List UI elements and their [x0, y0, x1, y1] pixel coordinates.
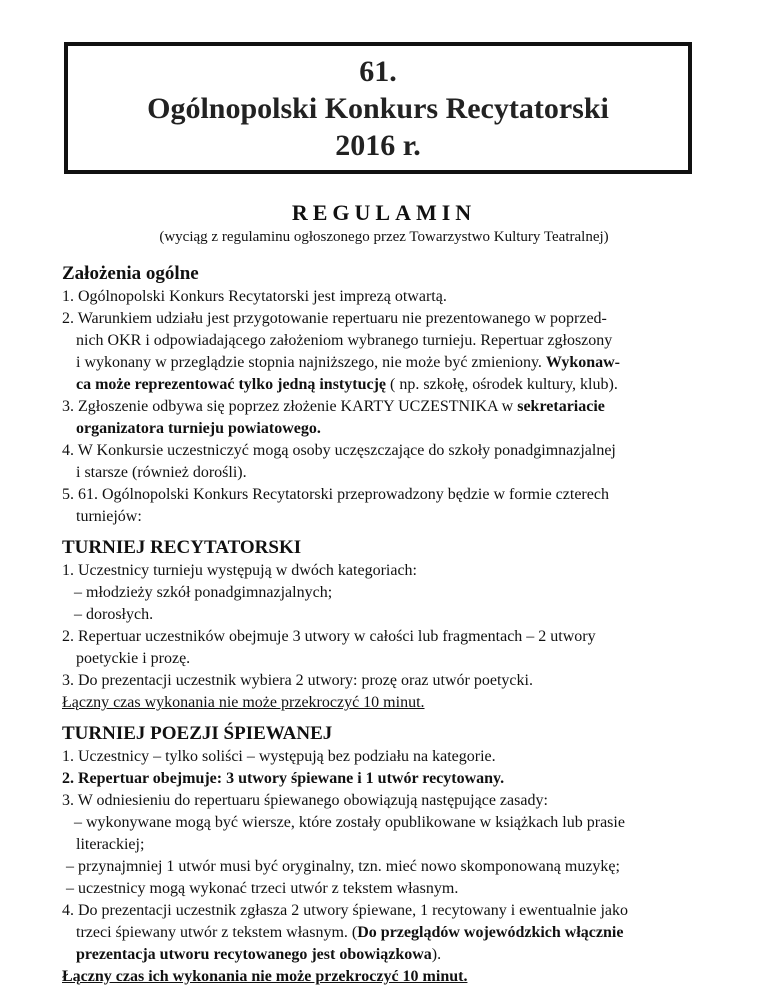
paragraph-line — [62, 374, 712, 396]
text-run: trzeci śpiewany utwór z tekstem własnym. ( — [76, 924, 358, 941]
paragraph-line: 2. Repertuar uczestników obejmuje 3 utwory w całości lub fragmentach – 2 utwory — [62, 628, 596, 645]
bold-text: prezentacja utworu recytowanego jest obowiązkowa — [76, 946, 432, 963]
paragraph-line — [62, 922, 712, 944]
text-run: ( np. szkołę, ośrodek kultury, klub). — [386, 376, 618, 393]
bold-text: 2. Repertuar obejmuje: 3 utwory śpiewane i 1 utwór recytowany. — [62, 770, 505, 787]
bold-text: Wykonaw- — [545, 354, 621, 371]
title-name: Ogólnopolski Konkurs Recytatorski — [147, 91, 609, 125]
regulamin-title: REGULAMIN — [291, 200, 477, 225]
regulamin-subtitle: (wyciąg z regulaminu ogłoszonego przez Towarzystwo Kultury Teatralnej) — [159, 229, 609, 245]
section-general — [62, 262, 712, 528]
paragraph-line: – przynajmniej 1 utwór musi być oryginalny, tzn. mieć nowo skomponowaną muzykę; — [66, 858, 620, 875]
underlined-text: Łączny czas wykonania nie może przekroczyć 10 minut. — [62, 694, 425, 711]
paragraph-line — [62, 692, 712, 714]
paragraph-line: – wykonywane mogą być wiersze, które zostały opublikowane w książkach lub prasie — [74, 814, 625, 831]
paragraph-line — [62, 966, 712, 988]
bold-text — [62, 968, 467, 985]
paragraph-line: 1. Uczestnicy turnieju występują w dwóch kategoriach: — [62, 562, 417, 579]
paragraph-line: 3. Do prezentacji uczestnik wybiera 2 utwory: prozę oraz utwór poetycki. — [62, 672, 533, 689]
paragraph-line — [62, 768, 712, 790]
text-run: ). — [431, 946, 442, 963]
paragraph-line — [62, 352, 712, 374]
paragraph-line: i starsze (również dorośli). — [76, 464, 247, 481]
title-number: 61. — [359, 54, 397, 88]
paragraph-line — [62, 396, 712, 418]
text-run: i wykonany w przeglądzie stopnia najniższego, nie może być zmieniony. — [76, 354, 546, 371]
paragraph-line: 1. Ogólnopolski Konkurs Recytatorski jest imprezą otwartą. — [62, 288, 447, 305]
text-run: 3. Zgłoszenie odbywa się poprzez złożenie KARTY UCZESTNIKA w — [62, 398, 518, 415]
paragraph-line: – młodzieży szkół ponadgimnazjalnych; — [74, 584, 333, 601]
title-box — [64, 42, 692, 174]
bold-text: ca może reprezentować tylko jedną instytucję — [76, 376, 386, 393]
paragraph-line — [62, 944, 712, 966]
paragraph-line: – dorosłych. — [74, 606, 154, 623]
paragraph-line: 2. Warunkiem udziału jest przygotowanie repertuaru nie prezentowanego w poprzed- — [62, 310, 607, 327]
paragraph-line: 3. W odniesieniu do repertuaru śpiewanego obowiązują następujące zasady: — [62, 792, 548, 809]
bold-text: sekretariacie — [517, 398, 605, 415]
paragraph-line: literackiej; — [76, 836, 145, 853]
paragraph-line: nich OKR i odpowiadającego założeniom wybranego turnieju. Repertuar zgłoszony — [76, 332, 613, 349]
section-heading: TURNIEJ POEZJI ŚPIEWANEJ — [62, 723, 333, 744]
bold-text: Do przeglądów wojewódzkich włącznie — [357, 924, 624, 941]
underlined-text: Łączny czas ich wykonania nie może przekroczyć 10 minut. — [62, 968, 468, 985]
paragraph-line: poetyckie i prozę. — [76, 650, 191, 667]
paragraph-line: 4. W Konkursie uczestniczyć mogą osoby uczęszczające do szkoły ponadgimnazjalnej — [62, 442, 616, 459]
paragraph-line: 4. Do prezentacji uczestnik zgłasza 2 utwory śpiewane, 1 recytowany i ewentualnie jako — [62, 902, 629, 919]
section-sung-poetry — [62, 722, 712, 988]
section-heading: Założenia ogólne — [62, 263, 199, 284]
paragraph-line: 1. Uczestnicy – tylko soliści – występują bez podziału na kategorie. — [62, 748, 496, 765]
section-recitation — [62, 536, 712, 714]
section-heading: TURNIEJ RECYTATORSKI — [62, 537, 302, 558]
document-body — [62, 262, 712, 996]
paragraph-line: turniejów: — [76, 508, 142, 525]
bold-text: organizatora turnieju powiatowego. — [76, 420, 321, 437]
paragraph-line: – uczestnicy mogą wykonać trzeci utwór z tekstem własnym. — [66, 880, 459, 897]
paragraph-line: 5. 61. Ogólnopolski Konkurs Recytatorski przeprowadzony będzie w formie czterech — [62, 486, 609, 503]
paragraph-line — [62, 418, 712, 440]
title-year: 2016 r. — [335, 128, 421, 162]
